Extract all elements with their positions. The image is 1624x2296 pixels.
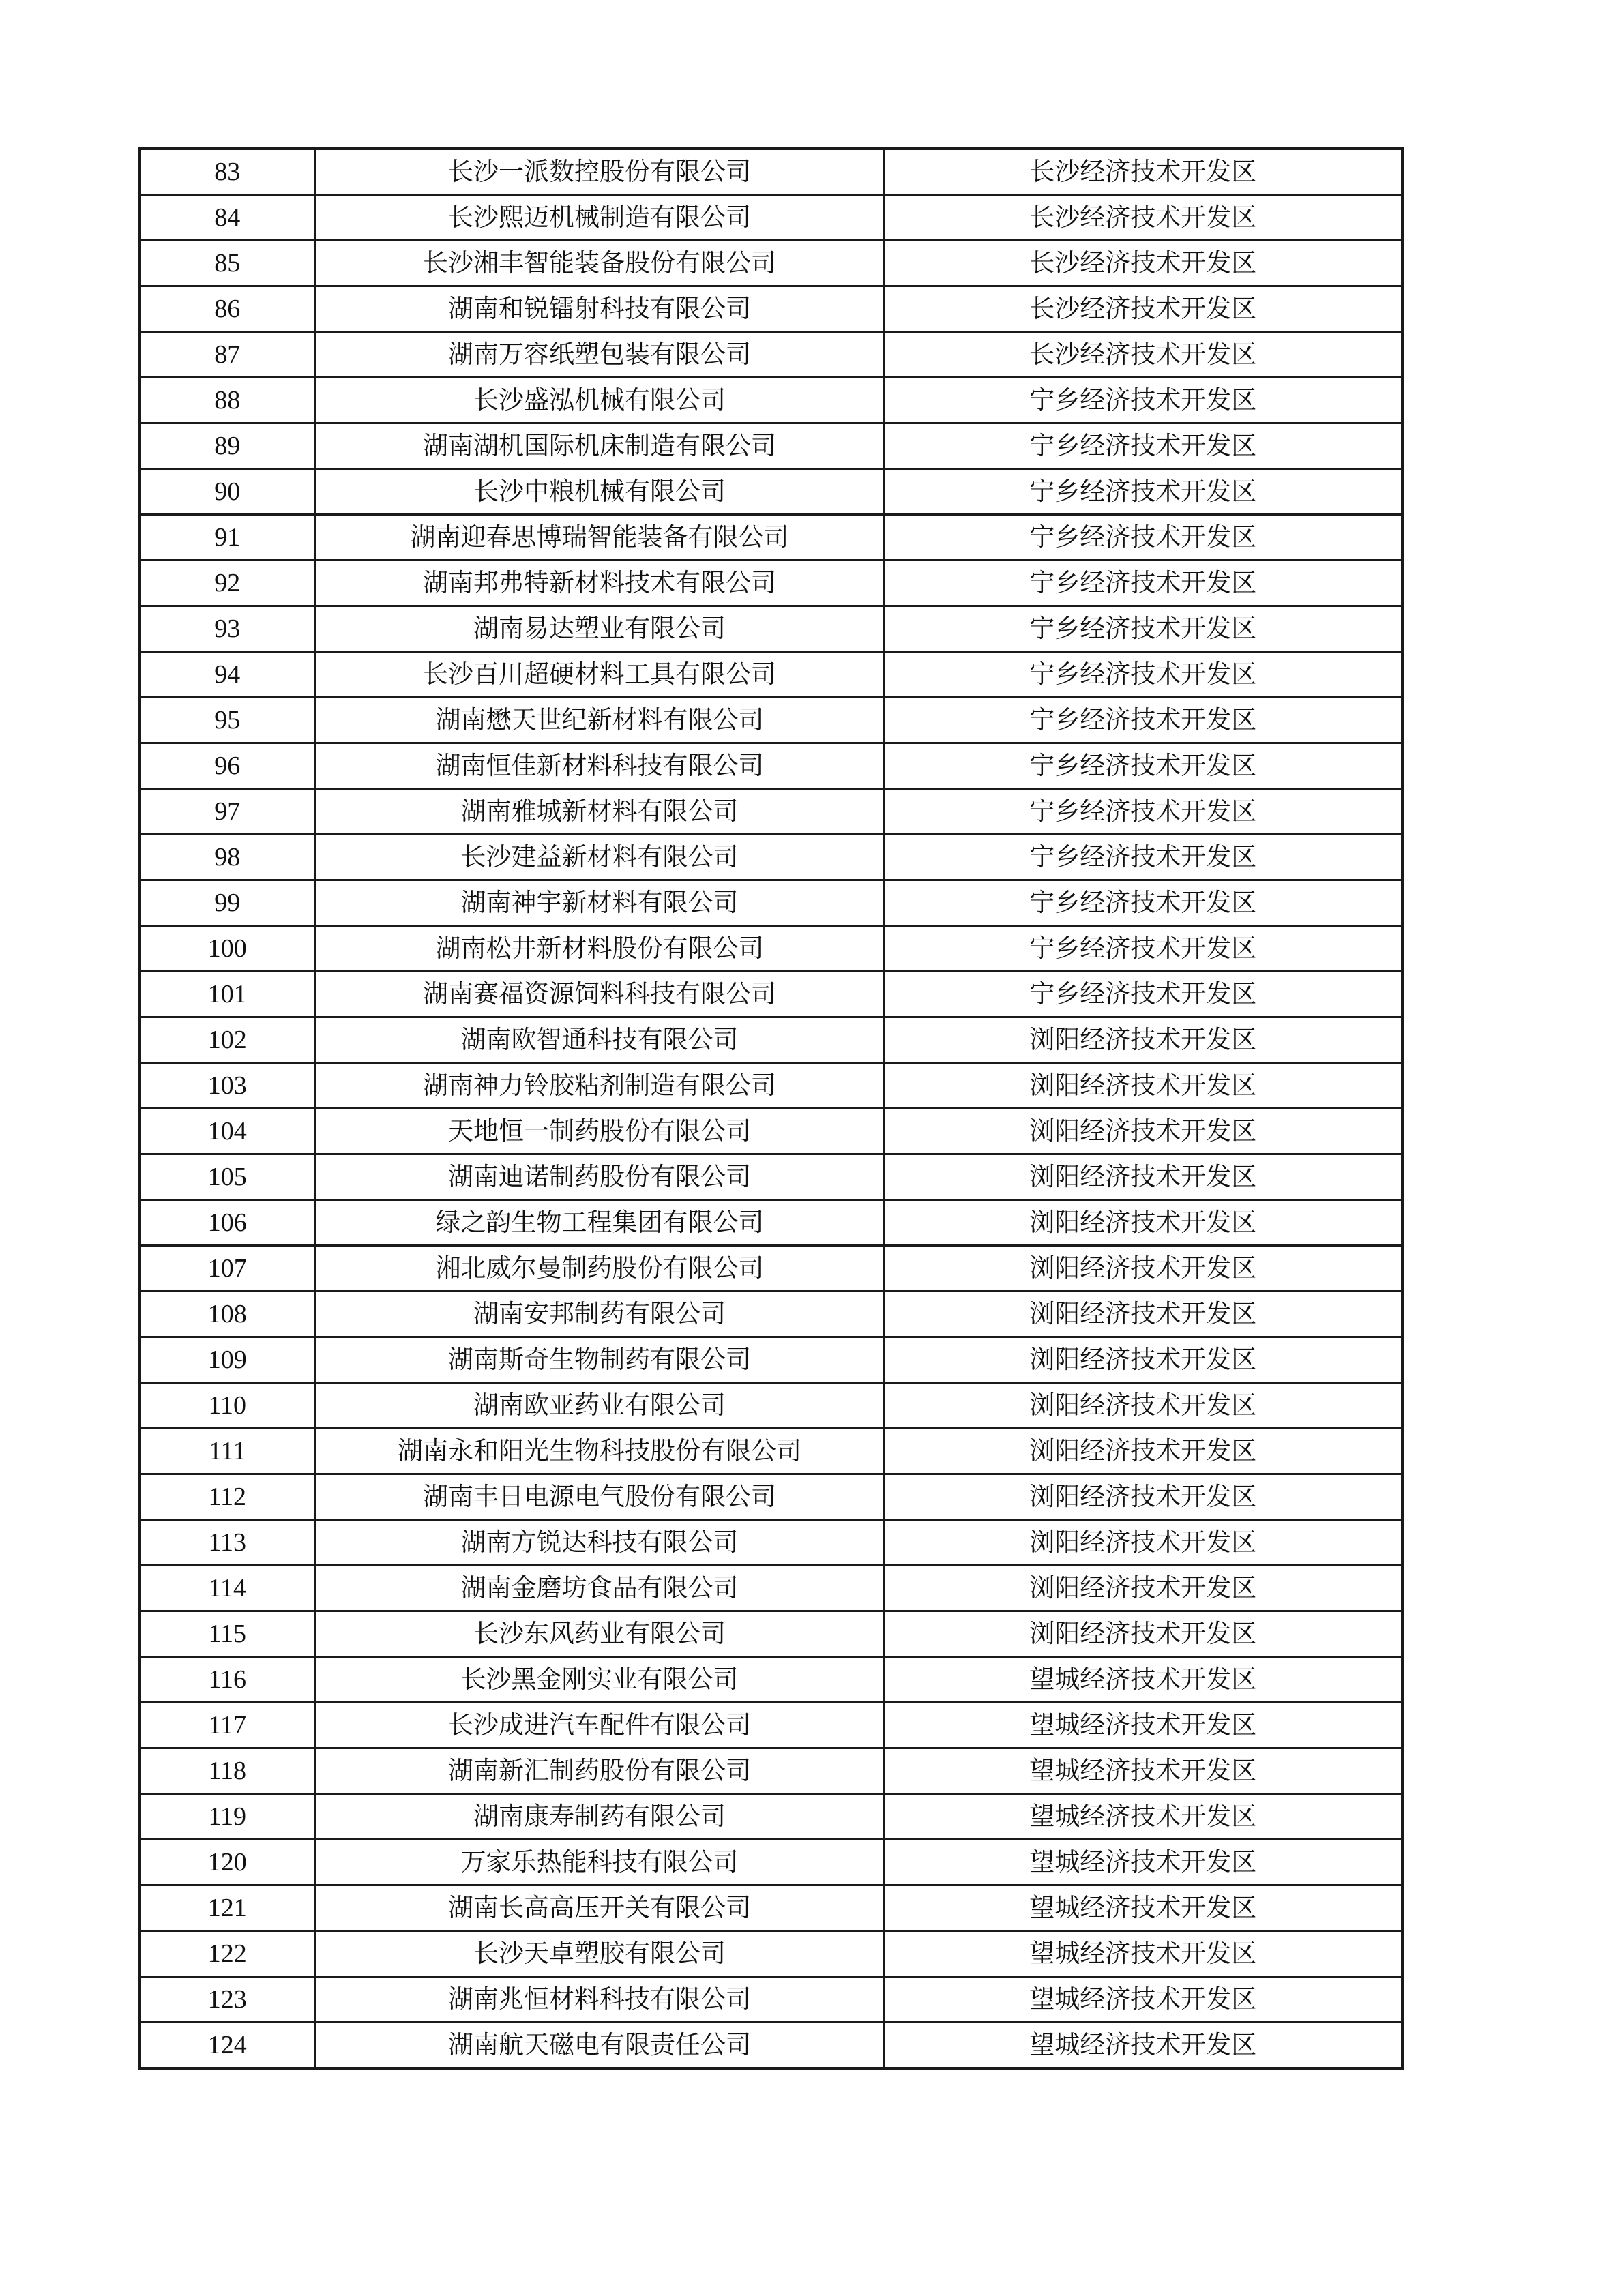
development-zone-cell: 望城经济技术开发区 [884, 1931, 1402, 1977]
development-zone-cell: 浏阳经济技术开发区 [884, 1017, 1402, 1063]
row-number-cell: 87 [139, 332, 315, 378]
row-number-cell: 120 [139, 1840, 315, 1885]
development-zone-cell: 望城经济技术开发区 [884, 1885, 1402, 1931]
company-name-cell: 长沙中粮机械有限公司 [315, 469, 884, 515]
company-name-cell: 湖南易达塑业有限公司 [315, 606, 884, 652]
company-name-cell: 湘北威尔曼制药股份有限公司 [315, 1246, 884, 1292]
development-zone-cell: 宁乡经济技术开发区 [884, 926, 1402, 972]
table-row [139, 1885, 1402, 1931]
company-name-cell: 湖南新汇制药股份有限公司 [315, 1748, 884, 1794]
company-name-cell: 长沙湘丰智能装备股份有限公司 [315, 241, 884, 286]
company-name-cell: 湖南金磨坊食品有限公司 [315, 1566, 884, 1611]
table-row [139, 515, 1402, 561]
company-name-cell: 湖南雅城新材料有限公司 [315, 789, 884, 835]
row-number-cell: 90 [139, 469, 315, 515]
company-name-cell: 湖南安邦制药有限公司 [315, 1292, 884, 1337]
development-zone-cell: 浏阳经济技术开发区 [884, 1611, 1402, 1657]
development-zone-cell: 宁乡经济技术开发区 [884, 972, 1402, 1017]
company-name-cell: 长沙盛泓机械有限公司 [315, 378, 884, 423]
development-zone-cell: 浏阳经济技术开发区 [884, 1246, 1402, 1292]
development-zone-cell: 宁乡经济技术开发区 [884, 515, 1402, 561]
development-zone-cell: 长沙经济技术开发区 [884, 332, 1402, 378]
row-number-cell: 124 [139, 2023, 315, 2069]
development-zone-cell: 浏阳经济技术开发区 [884, 1063, 1402, 1109]
development-zone-cell: 长沙经济技术开发区 [884, 149, 1402, 195]
table-row [139, 1063, 1402, 1109]
development-zone-cell: 宁乡经济技术开发区 [884, 378, 1402, 423]
table-row [139, 1794, 1402, 1840]
table-row [139, 926, 1402, 972]
row-number-cell: 100 [139, 926, 315, 972]
table-row [139, 149, 1402, 195]
table-row [139, 880, 1402, 926]
company-name-cell: 湖南恒佳新材料科技有限公司 [315, 743, 884, 789]
company-name-cell: 万家乐热能科技有限公司 [315, 1840, 884, 1885]
row-number-cell: 118 [139, 1748, 315, 1794]
company-name-cell: 长沙东风药业有限公司 [315, 1611, 884, 1657]
table-row [139, 286, 1402, 332]
table-row [139, 1931, 1402, 1977]
table-row [139, 1154, 1402, 1200]
table-row [139, 241, 1402, 286]
development-zone-cell: 望城经济技术开发区 [884, 1703, 1402, 1748]
row-number-cell: 112 [139, 1474, 315, 1520]
company-name-cell: 湖南邦弗特新材料技术有限公司 [315, 561, 884, 606]
row-number-cell: 84 [139, 195, 315, 241]
row-number-cell: 110 [139, 1383, 315, 1429]
row-number-cell: 91 [139, 515, 315, 561]
company-name-cell: 湖南康寿制药有限公司 [315, 1794, 884, 1840]
company-name-cell: 长沙黑金刚实业有限公司 [315, 1657, 884, 1703]
company-name-cell: 天地恒一制药股份有限公司 [315, 1109, 884, 1154]
company-name-cell: 湖南迎春思博瑞智能装备有限公司 [315, 515, 884, 561]
table-row [139, 606, 1402, 652]
table-row [139, 332, 1402, 378]
row-number-cell: 116 [139, 1657, 315, 1703]
company-name-cell: 长沙一派数控股份有限公司 [315, 149, 884, 195]
development-zone-cell: 宁乡经济技术开发区 [884, 789, 1402, 835]
company-name-cell: 湖南迪诺制药股份有限公司 [315, 1154, 884, 1200]
table-row [139, 1109, 1402, 1154]
table-row [139, 423, 1402, 469]
row-number-cell: 108 [139, 1292, 315, 1337]
table-row [139, 1566, 1402, 1611]
table-row [139, 835, 1402, 880]
enterprise-list-table [138, 147, 1404, 2070]
row-number-cell: 97 [139, 789, 315, 835]
company-name-cell: 湖南方锐达科技有限公司 [315, 1520, 884, 1566]
table-row [139, 1200, 1402, 1246]
development-zone-cell: 宁乡经济技术开发区 [884, 652, 1402, 698]
development-zone-cell: 浏阳经济技术开发区 [884, 1474, 1402, 1520]
row-number-cell: 111 [139, 1429, 315, 1474]
development-zone-cell: 浏阳经济技术开发区 [884, 1383, 1402, 1429]
company-name-cell: 长沙百川超硬材料工具有限公司 [315, 652, 884, 698]
development-zone-cell: 长沙经济技术开发区 [884, 195, 1402, 241]
company-name-cell: 湖南神宇新材料有限公司 [315, 880, 884, 926]
table-row [139, 378, 1402, 423]
development-zone-cell: 浏阳经济技术开发区 [884, 1154, 1402, 1200]
row-number-cell: 121 [139, 1885, 315, 1931]
table-row [139, 698, 1402, 743]
table-row [139, 1840, 1402, 1885]
row-number-cell: 113 [139, 1520, 315, 1566]
row-number-cell: 86 [139, 286, 315, 332]
row-number-cell: 109 [139, 1337, 315, 1383]
table-row [139, 1383, 1402, 1429]
table-row [139, 1657, 1402, 1703]
company-name-cell: 长沙熙迈机械制造有限公司 [315, 195, 884, 241]
row-number-cell: 104 [139, 1109, 315, 1154]
row-number-cell: 107 [139, 1246, 315, 1292]
development-zone-cell: 望城经济技术开发区 [884, 1748, 1402, 1794]
company-name-cell: 湖南兆恒材料科技有限公司 [315, 1977, 884, 2023]
row-number-cell: 101 [139, 972, 315, 1017]
development-zone-cell: 望城经济技术开发区 [884, 1657, 1402, 1703]
table-row [139, 1292, 1402, 1337]
table-row [139, 1017, 1402, 1063]
table-row [139, 1474, 1402, 1520]
table-row [139, 1748, 1402, 1794]
development-zone-cell: 宁乡经济技术开发区 [884, 561, 1402, 606]
company-name-cell: 湖南湖机国际机床制造有限公司 [315, 423, 884, 469]
row-number-cell: 103 [139, 1063, 315, 1109]
development-zone-cell: 浏阳经济技术开发区 [884, 1429, 1402, 1474]
row-number-cell: 102 [139, 1017, 315, 1063]
company-name-cell: 湖南长高高压开关有限公司 [315, 1885, 884, 1931]
table-row [139, 743, 1402, 789]
development-zone-cell: 望城经济技术开发区 [884, 1840, 1402, 1885]
development-zone-cell: 宁乡经济技术开发区 [884, 469, 1402, 515]
table-row [139, 652, 1402, 698]
development-zone-cell: 宁乡经济技术开发区 [884, 423, 1402, 469]
table-row [139, 1977, 1402, 2023]
row-number-cell: 96 [139, 743, 315, 789]
development-zone-cell: 宁乡经济技术开发区 [884, 743, 1402, 789]
table-row [139, 1520, 1402, 1566]
row-number-cell: 85 [139, 241, 315, 286]
row-number-cell: 115 [139, 1611, 315, 1657]
development-zone-cell: 望城经济技术开发区 [884, 1794, 1402, 1840]
table-row [139, 2023, 1402, 2069]
company-name-cell: 湖南航天磁电有限责任公司 [315, 2023, 884, 2069]
development-zone-cell: 浏阳经济技术开发区 [884, 1109, 1402, 1154]
development-zone-cell: 浏阳经济技术开发区 [884, 1337, 1402, 1383]
company-name-cell: 湖南万容纸塑包装有限公司 [315, 332, 884, 378]
company-name-cell: 湖南神力铃胶粘剂制造有限公司 [315, 1063, 884, 1109]
row-number-cell: 88 [139, 378, 315, 423]
row-number-cell: 106 [139, 1200, 315, 1246]
table-row [139, 789, 1402, 835]
development-zone-cell: 宁乡经济技术开发区 [884, 698, 1402, 743]
table-row [139, 972, 1402, 1017]
development-zone-cell: 宁乡经济技术开发区 [884, 835, 1402, 880]
development-zone-cell: 宁乡经济技术开发区 [884, 880, 1402, 926]
company-name-cell: 湖南欧亚药业有限公司 [315, 1383, 884, 1429]
table-row [139, 1703, 1402, 1748]
row-number-cell: 93 [139, 606, 315, 652]
table-body [139, 149, 1402, 2068]
development-zone-cell: 望城经济技术开发区 [884, 2023, 1402, 2069]
row-number-cell: 98 [139, 835, 315, 880]
development-zone-cell: 长沙经济技术开发区 [884, 286, 1402, 332]
development-zone-cell: 浏阳经济技术开发区 [884, 1520, 1402, 1566]
company-name-cell: 湖南和锐镭射科技有限公司 [315, 286, 884, 332]
row-number-cell: 123 [139, 1977, 315, 2023]
table-row [139, 195, 1402, 241]
company-name-cell: 绿之韵生物工程集团有限公司 [315, 1200, 884, 1246]
company-name-cell: 湖南松井新材料股份有限公司 [315, 926, 884, 972]
development-zone-cell: 浏阳经济技术开发区 [884, 1200, 1402, 1246]
company-name-cell: 长沙成进汽车配件有限公司 [315, 1703, 884, 1748]
development-zone-cell: 长沙经济技术开发区 [884, 241, 1402, 286]
row-number-cell: 114 [139, 1566, 315, 1611]
company-name-cell: 湖南永和阳光生物科技股份有限公司 [315, 1429, 884, 1474]
development-zone-cell: 浏阳经济技术开发区 [884, 1566, 1402, 1611]
development-zone-cell: 宁乡经济技术开发区 [884, 606, 1402, 652]
table-row [139, 1611, 1402, 1657]
table-row [139, 1429, 1402, 1474]
row-number-cell: 94 [139, 652, 315, 698]
row-number-cell: 119 [139, 1794, 315, 1840]
enterprise-list-table-container [138, 147, 1401, 2070]
company-name-cell: 长沙建益新材料有限公司 [315, 835, 884, 880]
table-row [139, 469, 1402, 515]
company-name-cell: 湖南丰日电源电气股份有限公司 [315, 1474, 884, 1520]
development-zone-cell: 浏阳经济技术开发区 [884, 1292, 1402, 1337]
company-name-cell: 湖南赛福资源饲料科技有限公司 [315, 972, 884, 1017]
row-number-cell: 95 [139, 698, 315, 743]
row-number-cell: 105 [139, 1154, 315, 1200]
row-number-cell: 122 [139, 1931, 315, 1977]
company-name-cell: 湖南斯奇生物制药有限公司 [315, 1337, 884, 1383]
row-number-cell: 89 [139, 423, 315, 469]
row-number-cell: 83 [139, 149, 315, 195]
table-row [139, 1246, 1402, 1292]
table-row [139, 1337, 1402, 1383]
company-name-cell: 湖南欧智通科技有限公司 [315, 1017, 884, 1063]
row-number-cell: 99 [139, 880, 315, 926]
row-number-cell: 92 [139, 561, 315, 606]
development-zone-cell: 望城经济技术开发区 [884, 1977, 1402, 2023]
company-name-cell: 长沙天卓塑胶有限公司 [315, 1931, 884, 1977]
table-row [139, 561, 1402, 606]
row-number-cell: 117 [139, 1703, 315, 1748]
company-name-cell: 湖南懋天世纪新材料有限公司 [315, 698, 884, 743]
